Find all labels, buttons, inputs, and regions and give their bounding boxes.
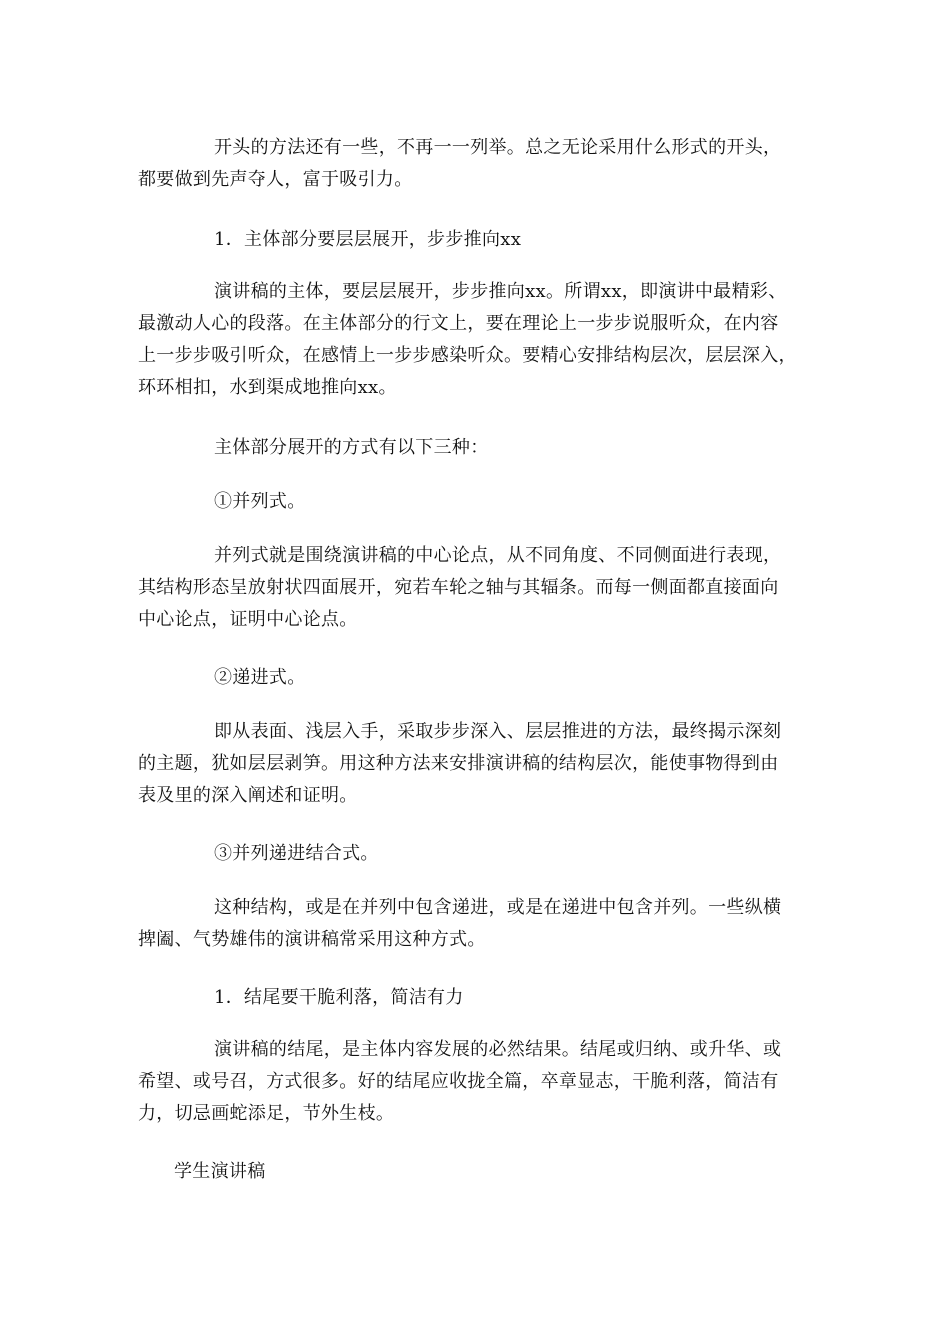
document-title-student-speech: 学生演讲稿 bbox=[174, 1161, 266, 1182]
section-heading-body: 1．主体部分要层层展开，步步推向xx bbox=[214, 229, 522, 250]
paragraph-parallel-description: 并列式就是围绕演讲稿的中心论点，从不同角度、不同侧面进行表现， 其结构形态呈放射状四面展开，宛若车轮之轴与其辐条。而每一侧面都直接面向 中心论点，证明中心论点。 bbox=[138, 545, 782, 630]
paragraph-ending-description: 演讲稿的结尾，是主体内容发展的必然结果。结尾或归纳、或升华、或 希望、或号召，方式很多。好的结尾应收拢全篇，卒章显志，干脆利落，简洁有 力，切忌画蛇添足，节外生枝。 bbox=[138, 1039, 782, 1124]
list-item-parallel: ①并列式。 bbox=[214, 491, 306, 512]
section-heading-ending: 1．结尾要干脆利落，简洁有力 bbox=[214, 987, 464, 1008]
paragraph-three-methods-intro: 主体部分展开的方式有以下三种： bbox=[214, 437, 489, 458]
paragraph-opening-methods: 开头的方法还有一些，不再一一列举。总之无论采用什么形式的开头， 都要做到先声夺人，富于吸引力。 bbox=[138, 137, 782, 190]
paragraph-combined-description: 这种结构，或是在并列中包含递进，或是在递进中包含并列。一些纵横 捭阖、气势雄伟的演讲稿常采用这种方式。 bbox=[138, 897, 782, 950]
list-item-progressive: ②递进式。 bbox=[214, 667, 306, 688]
paragraph-body-description: 演讲稿的主体，要层层展开，步步推向xx。所谓xx，即演讲中最精彩、 最激动人心的段落。在主体部分的行文上，要在理论上一步步说服听众，在内容 上一步步吸引听众，在感情上一步步感染听众。要精心安排结构层次，层层深入， 环环相扣，水到渠成地推向xx。 bbox=[138, 281, 797, 398]
paragraph-progressive-description: 即从表面、浅层入手，采取步步深入、层层推进的方法，最终揭示深刻 的主题，犹如层层剥笋。用这种方法来安排演讲稿的结构层次，能使事物得到由 表及里的深入阐述和证明。 bbox=[138, 721, 782, 806]
list-item-combined: ③并列递进结合式。 bbox=[214, 843, 379, 864]
